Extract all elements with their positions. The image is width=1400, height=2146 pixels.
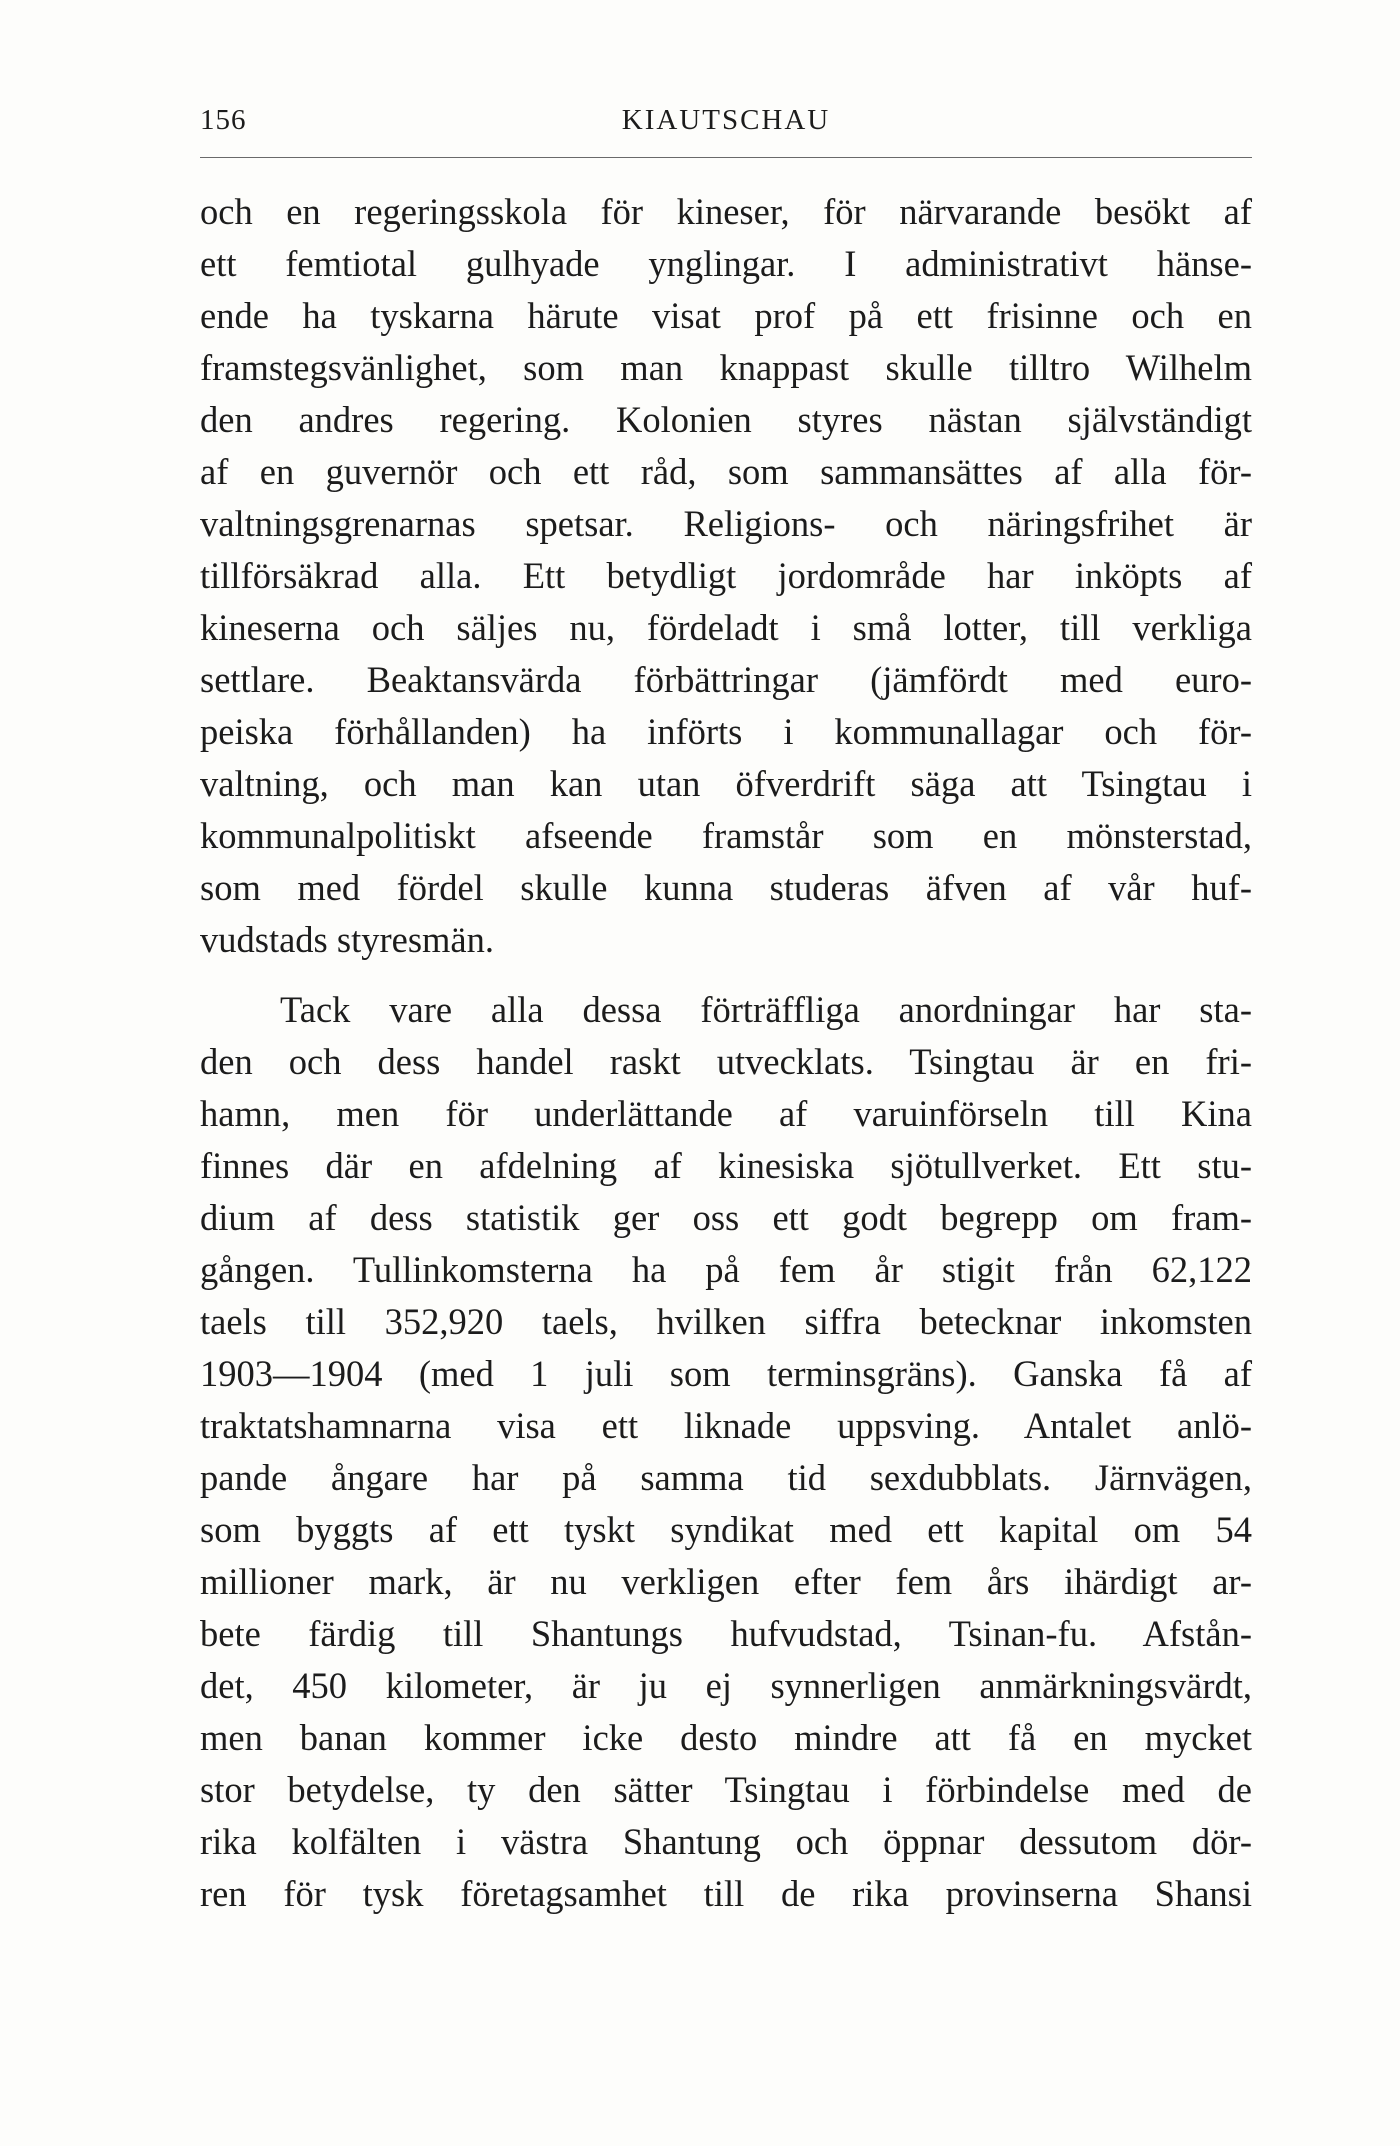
text-line: kommunalpolitiskt afseende framstår som en mönsterstad, — [200, 815, 1252, 856]
text-line: af en guvernör och ett råd, som sammansättes af alla för- — [200, 451, 1252, 492]
page-header — [200, 100, 1252, 150]
text-line: pande ångare har på samma tid sexdubblats. Järnvägen, — [200, 1457, 1252, 1498]
text-line: settlare. Beaktansvärda förbättringar (jämfördt med euro- — [200, 659, 1252, 700]
text-line: kineserna och säljes nu, fördeladt i små lotter, till verkliga — [200, 607, 1252, 648]
text-line: men banan kommer icke desto mindre att få en mycket — [200, 1717, 1252, 1758]
text-line: valtning, och man kan utan öfverdrift säga att Tsingtau i — [200, 763, 1252, 804]
text-line: Tack vare alla dessa förträffliga anordningar har sta- — [280, 989, 1252, 1030]
text-line: den andres regering. Kolonien styres nästan självständigt — [200, 399, 1252, 440]
text-line: och en regeringsskola för kineser, för närvarande besökt af — [200, 191, 1252, 232]
text-line: hamn, men för underlättande af varuinförseln till Kina — [200, 1093, 1252, 1134]
text-line: bete färdig till Shantungs hufvudstad, Tsinan-fu. Afstån- — [200, 1613, 1252, 1654]
text-line: peiska förhållanden) ha införts i kommunallagar och för- — [200, 711, 1252, 752]
text-line: stor betydelse, ty den sätter Tsingtau i förbindelse med de — [200, 1769, 1252, 1810]
running-title: KIAUTSCHAU — [621, 104, 831, 136]
text-line: det, 450 kilometer, är ju ej synnerligen anmärkningsvärdt, — [200, 1665, 1252, 1706]
text-line: taels till 352,920 taels, hvilken siffra betecknar inkomsten — [200, 1301, 1252, 1342]
text-line: traktatshamnarna visa ett liknade uppsving. Antalet anlö- — [200, 1405, 1252, 1446]
text-line: finnes där en afdelning af kinesiska sjötullverket. Ett stu- — [200, 1145, 1252, 1186]
text-line: den och dess handel raskt utvecklats. Tsingtau är en fri- — [200, 1041, 1252, 1082]
text-line: som byggts af ett tyskt syndikat med ett kapital om 54 — [200, 1509, 1252, 1550]
text-line: som med fördel skulle kunna studeras äfven af vår huf- — [200, 867, 1252, 908]
text-line: rika kolfälten i västra Shantung och öppnar dessutom dör- — [200, 1821, 1252, 1862]
text-line: ende ha tyskarna härute visat prof på ett frisinne och en — [200, 295, 1252, 336]
text-line: dium af dess statistik ger oss ett godt begrepp om fram- — [200, 1197, 1252, 1238]
text-line: 1903—1904 (med 1 juli som terminsgräns). Ganska få af — [200, 1353, 1252, 1394]
text-line: tillförsäkrad alla. Ett betydligt jordområde har inköpts af — [200, 555, 1252, 596]
text-line: valtningsgrenarnas spetsar. Religions- och näringsfrihet är — [200, 503, 1252, 544]
text-line: vudstads styresmän. — [200, 919, 494, 960]
text-line: millioner mark, är nu verkligen efter fem års ihärdigt ar- — [200, 1561, 1252, 1602]
text-line: ren för tysk företagsamhet till de rika provinserna Shansi — [200, 1873, 1252, 1914]
text-line: framstegsvänlighet, som man knappast skulle tilltro Wilhelm — [200, 347, 1252, 388]
page-number: 156 — [200, 104, 247, 136]
text-line: gången. Tullinkomsterna ha på fem år stigit från 62,122 — [200, 1249, 1252, 1290]
header-rule — [200, 157, 1252, 158]
text-line: ett femtiotal gulhyade ynglingar. I administrativt hänse- — [200, 243, 1252, 284]
